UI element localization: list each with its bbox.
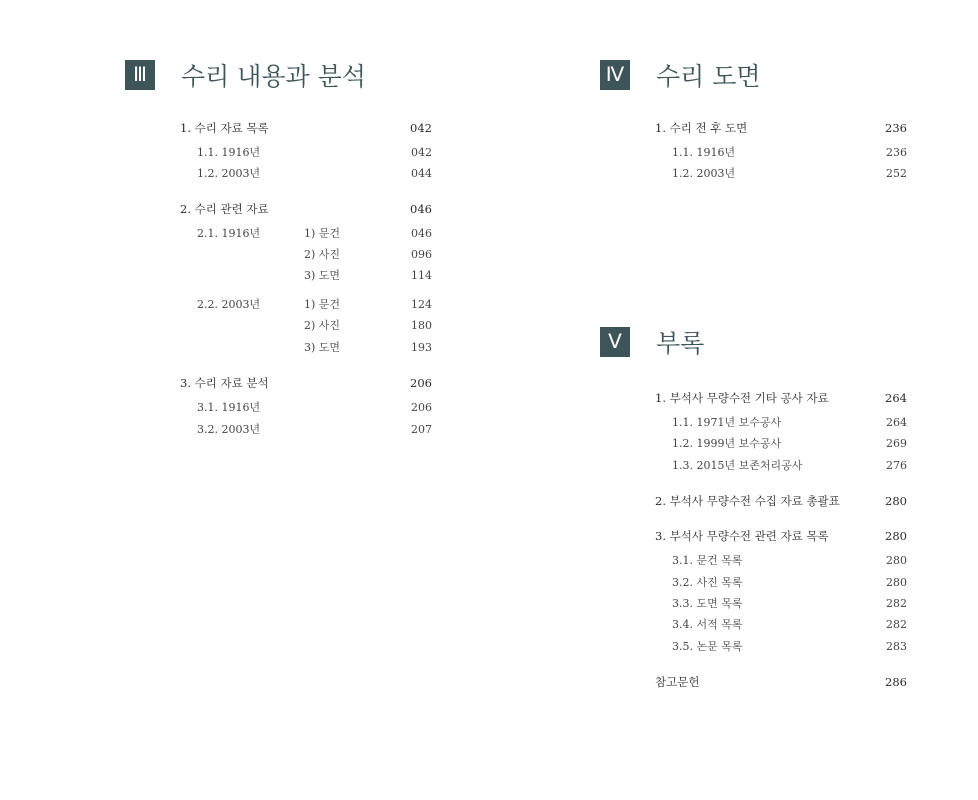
section-5-numeral: Ⅴ — [600, 327, 630, 357]
section-5 — [600, 327, 920, 697]
toc-entry-page: 207 — [411, 423, 432, 436]
toc-entry-label: 3.2. 2003년 — [197, 423, 261, 436]
toc-entry-page: 124 — [411, 298, 432, 311]
toc-entry-label: 참고문헌 — [655, 675, 700, 689]
toc-entry-sublabel: 1) 문건 — [304, 298, 341, 311]
section-4-numeral: Ⅳ — [600, 60, 630, 90]
toc-entry-label: 1. 수리 자료 목록 — [180, 121, 269, 135]
toc-entry-label: 1. 수리 전 후 도면 — [655, 121, 748, 135]
toc-entry-label: 1.1. 1971년 보수공사 — [672, 416, 782, 429]
toc-entry-page: 282 — [886, 597, 907, 610]
section-3-title: 수리 내용과 분석 — [181, 62, 366, 91]
toc-entry-page: 276 — [886, 459, 907, 472]
toc-entry-page: 280 — [885, 529, 907, 543]
toc-entry-page: 042 — [411, 146, 432, 159]
toc-entry-label: 1.2. 2003년 — [672, 167, 736, 180]
toc-entry-label: 2.1. 1916년 — [197, 227, 261, 240]
toc-entry-page: 236 — [886, 146, 907, 159]
toc-entry-page: 269 — [886, 437, 907, 450]
toc-entry-label: 1. 부석사 무량수전 기타 공사 자료 — [655, 391, 829, 405]
toc-entry-label: 3.1. 1916년 — [197, 401, 261, 414]
toc-entry-page: 280 — [886, 576, 907, 589]
section-3 — [125, 60, 445, 460]
toc-entry-page: 206 — [411, 401, 432, 414]
toc-entry-page: 283 — [886, 640, 907, 653]
section-5-title: 부록 — [656, 329, 705, 358]
toc-entry-label: 3.2. 사진 목록 — [672, 576, 743, 589]
toc-entry-label: 2. 수리 관련 자료 — [180, 202, 269, 216]
toc-entry-label: 1.1. 1916년 — [197, 146, 261, 159]
toc-entry-page: 282 — [886, 618, 907, 631]
toc-entry-sublabel: 3) 도면 — [304, 269, 341, 282]
toc-entry-label: 1.1. 1916년 — [672, 146, 736, 159]
toc-entry-page: 046 — [410, 202, 432, 216]
toc-entry-label: 2.2. 2003년 — [197, 298, 261, 311]
toc-entry-label: 3.3. 도면 목록 — [672, 597, 743, 610]
toc-entry-page: 044 — [411, 167, 432, 180]
toc-entry-label: 1.2. 1999년 보수공사 — [672, 437, 782, 450]
toc-entry-page: 286 — [885, 675, 907, 689]
toc-entry-sublabel: 1) 문건 — [304, 227, 341, 240]
toc-entry-label: 3.1. 문건 목록 — [672, 554, 743, 567]
toc-entry-label: 3.4. 서적 목록 — [672, 618, 743, 631]
section-4 — [600, 60, 920, 190]
toc-entry-page: 193 — [411, 341, 432, 354]
section-4-title: 수리 도면 — [656, 62, 761, 91]
toc-entry-page: 264 — [886, 416, 907, 429]
toc-entry-label: 3.5. 논문 목록 — [672, 640, 743, 653]
toc-entry-sublabel: 2) 사진 — [304, 319, 341, 332]
toc-entry-label: 1.2. 2003년 — [197, 167, 261, 180]
toc-entry-page: 206 — [410, 376, 432, 390]
section-3-numeral: Ⅲ — [125, 60, 155, 90]
toc-entry-page: 180 — [411, 319, 432, 332]
toc-entry-page: 042 — [410, 121, 432, 135]
toc-entry-page: 280 — [886, 554, 907, 567]
toc-entry-label: 1.3. 2015년 보존처리공사 — [672, 459, 803, 472]
toc-entry-page: 252 — [886, 167, 907, 180]
toc-entry-page: 264 — [885, 391, 907, 405]
toc-entry-label: 3. 부석사 무량수전 관련 자료 목록 — [655, 529, 829, 543]
toc-entry-page: 096 — [411, 248, 432, 261]
toc-entry-sublabel: 3) 도면 — [304, 341, 341, 354]
toc-entry-page: 114 — [411, 269, 432, 282]
toc-entry-page: 280 — [885, 494, 907, 508]
toc-entry-label: 2. 부석사 무량수전 수집 자료 총괄표 — [655, 494, 840, 508]
toc-entry-label: 3. 수리 자료 분석 — [180, 376, 269, 390]
toc-entry-sublabel: 2) 사진 — [304, 248, 341, 261]
toc-entry-page: 236 — [885, 121, 907, 135]
toc-entry-page: 046 — [411, 227, 432, 240]
